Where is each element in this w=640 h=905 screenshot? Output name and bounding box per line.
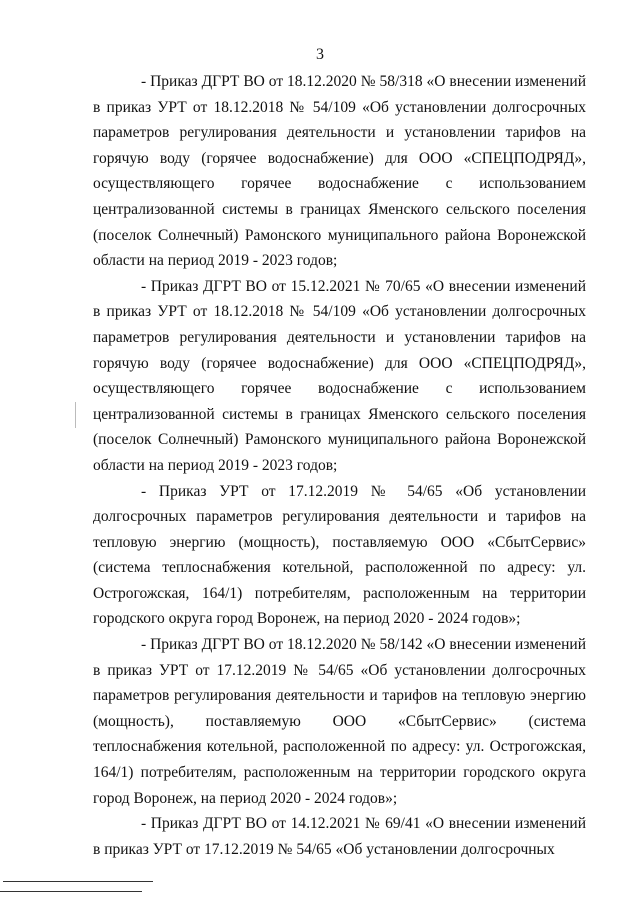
order-paragraph-5: - Приказ ДГРТ ВО от 14.12.2021 № 69/41 «О внесении изменений в приказ УРТ от 17.12.2019 № 54/65 «Об установлении долгосрочных	[93, 815, 586, 858]
page-number: 3	[316, 46, 324, 63]
order-paragraph-3: - Приказ УРТ от 17.12.2019 № 54/65 «Об установлении долгосрочных параметров регулирования деятельности и тарифов на тепловую энергию (мощность), поставляемую ООО «СбытСервис» (система теплоснабжения котельной, расположенной по адресу: ул. Острогожская, 164/1) потребителям, расположенным на территории городского округа город Воронеж, на период 2020 - 2024 годов»;	[93, 482, 586, 628]
order-paragraph-4: - Приказ ДГРТ ВО от 18.12.2020 № 58/142 «О внесении изменений в приказ УРТ от 17.12.2019 № 54/65 «Об установлении долгосрочных параметров регулирования деятельности и тарифов на тепловую энергию (мощность), поставляемую ООО «СбытСервис» (система теплоснабжения котельной, расположенной по адресу: ул. Острогожская, 164/1) потребителям, расположенным на территории городского округа город Воронеж, на период 2020 - 2024 годов»;	[93, 636, 586, 807]
margin-mark	[75, 402, 76, 428]
order-paragraph-2: - Приказ ДГРТ ВО от 15.12.2021 № 70/65 «О внесении изменений в приказ УРТ от 18.12.2018 № 54/109 «Об установлении долгосрочных параметров регулирования деятельности и установлении тарифов на горячую воду (горячее водоснабжение) для ООО «СПЕЦПОДРЯД», осуществляющего горячее водоснабжение с использованием централизованной системы в границах Яменского сельского поселения (поселок Солнечный) Рамонского муниципального района Воронежской области на период 2019 - 2023 годов;	[93, 277, 586, 474]
footer-rule	[0, 891, 142, 892]
document-body	[93, 69, 586, 862]
order-paragraph-1: - Приказ ДГРТ ВО от 18.12.2020 № 58/318 «О внесении изменений в приказ УРТ от 18.12.2018 № 54/109 «Об установлении долгосрочных параметров регулирования деятельности и установлении тарифов на горячую воду (горячее водоснабжение) для ООО «СПЕЦПОДРЯД», осуществляющего горячее водоснабжение с использованием централизованной системы в границах Яменского сельского поселения (поселок Солнечный) Рамонского муниципального района Воронежской области на период 2019 - 2023 годов;	[93, 73, 586, 270]
footer-rule	[3, 881, 153, 882]
